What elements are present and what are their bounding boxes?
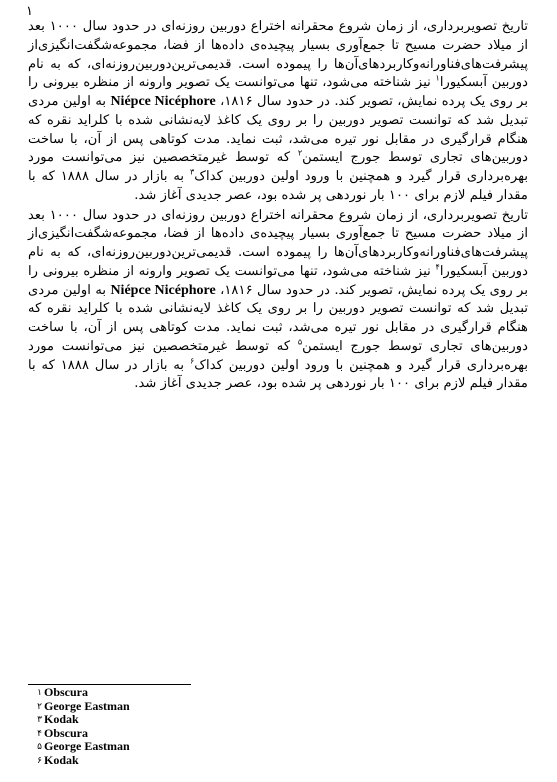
footnote-marker: ۶ [189, 356, 195, 366]
footnote-marker: ۳ [189, 167, 195, 177]
text-run: که توسط غیرمتخصصین نیز می‌توانست مورد بهره‌برداری قرار گیرد و همچنین با ورود اولین دوربین کداک [28, 150, 529, 184]
text-run: که توسط غیرمتخصصین نیز می‌توانست مورد بهره‌برداری قرار گیرد و همچنین با ورود اولین دوربین کداک [28, 338, 529, 373]
footnote-number: ۵ [37, 741, 42, 751]
footnote [28, 700, 328, 714]
footnote-marker: ۵ [297, 337, 303, 347]
text-run: نیز شناخته می‌شود، تنها می‌توانست یک تصویر وارونه از منظره بیرونی را بر روی یک پرده نمایش، تصویر کند. در حدود سال ۱۸۱۶، [28, 75, 529, 109]
latin-name: Niépce Nicéphore [110, 282, 216, 298]
page-number: ۱ [26, 4, 33, 19]
body-text [28, 18, 528, 394]
footnote [28, 686, 328, 700]
footnote-number: ۳ [37, 714, 42, 724]
footnote-marker: ۱ [435, 73, 440, 83]
footnote-text: George Eastman [44, 698, 130, 713]
text-run: به بازار در سال ۱۸۸۸ که با مقدار فیلم لازم برای ۱۰۰ بار نوردهی پر شده بود، عصر جدیدی آغاز شد. [28, 357, 528, 392]
footnote-text: Kodak [44, 712, 79, 726]
footnote-marker: ۲ [297, 148, 303, 158]
footnote [28, 727, 328, 741]
latin-name: Niépce Nicéphore [110, 94, 216, 109]
footnote-number: ۶ [37, 754, 42, 765]
text-run: تاریخ تصویربرداری، از زمان شروع محقرانه اختراع دوربین روزنه‌ای در حدود سال ۱۰۰۰ بعد از میلاد حضرت مسیح تا جمع‌آوری بسیار پیچیده‌ی داده‌ها از فضا، مجموعه‌شگفت‌انگیزی‌از پیشرفت‌های‌فناورانه‌وکاربردهای‌آن‌ها را پیموده است. قدیمی‌ترین‌دوربین‌روزنه‌ای، که به نام دوربین آبسکیورا [28, 207, 529, 279]
footnote-text: George Eastman [44, 739, 130, 753]
text-run: به اولین مردی تبدیل شد که توانست تصویر دوربین را بر روی یک کاغذ لایه‌نشانی شده با کلراید نقره که هنگام قرارگیری در مقابل نور تیره می‌شد، ثبت نماید. مدت کوتاهی پس از آن، با ساخت دوربین‌های تجاری توسط جورج ایستمن [28, 94, 529, 166]
footnote [28, 740, 328, 754]
footnote [28, 713, 328, 727]
footnote-number: ۱ [37, 687, 42, 697]
footnote-text: Obscura [44, 725, 89, 740]
text-run: به بازار در سال ۱۸۸۸ که با مقدار فیلم لازم برای ۱۰۰ بار نوردهی پر شده بود، عصر جدیدی آغاز شد. [28, 169, 528, 203]
footnote-text: Kodak [44, 752, 79, 767]
footnote-number: ۴ [37, 727, 42, 738]
text-run: نیز شناخته می‌شود، تنها می‌توانست یک تصویر وارونه از منظره بیرونی را بر روی یک پرده نمایش، تصویر کند. در حدود سال ۱۸۱۶، [28, 263, 529, 298]
paragraph [28, 207, 528, 395]
paragraph [28, 18, 528, 206]
footnote-marker: ۴ [435, 262, 440, 272]
footnotes [28, 686, 328, 767]
footnote-number: ۲ [37, 700, 42, 711]
text-run: تاریخ تصویربرداری، از زمان شروع محقرانه اختراع دوربین روزنه‌ای در حدود سال ۱۰۰۰ بعد از میلاد حضرت مسیح تا جمع‌آوری بسیار پیچیده‌ی داده‌ها از فضا، مجموعه‌شگفت‌انگیزی‌از پیشرفت‌های‌فناورانه‌وکاربردهای‌آن‌ها را پیموده است. قدیمی‌ترین‌دوربین‌روزنه‌ای، که به نام دوربین آبسکیورا [28, 19, 529, 91]
text-run: به اولین مردی تبدیل شد که توانست تصویر دوربین را بر روی یک کاغذ لایه‌نشانی شده با کلراید نقره که هنگام قرارگیری در مقابل نور تیره می‌شد، ثبت نماید. مدت کوتاهی پس از آن، با ساخت دوربین‌های تجاری توسط جورج ایستمن [28, 282, 529, 354]
footnote [28, 754, 328, 768]
footnote-text: Obscura [44, 685, 89, 699]
